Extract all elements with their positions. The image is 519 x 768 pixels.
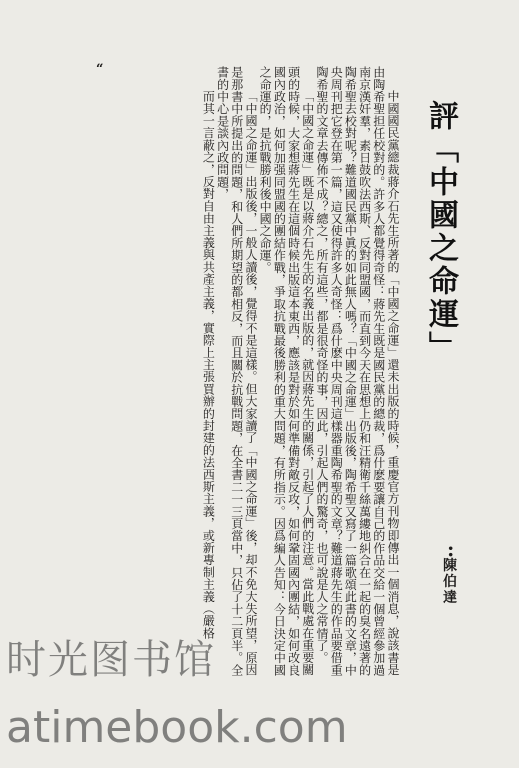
watermark-url: atimebook.com xyxy=(6,702,348,753)
paragraph: 中國國民黨總裁蔣介石先生所著的「中國之命運」還未出版的時候，重慶官方刊物即傳出一個消息，說該書是由陶希聖担任校對的。許多人都覺得奇怪：蔣先生既是國民黨的總裁，爲什麽要讓自己的作品交給一個曾經參加過南京漢奸羣，素日鼓吹法西斯、反對同盟國，而直到今天在思想上仍和汪精衛千絲萬縷地糾合在一起的臭名遠著的陶希聖去校對呢？難道國民黨中眞的如此無人嗎？「中國之命運」出版後，陶希聖又寫了一篇歌頌此書的文章，中央周刊把它登在第一篇，這又使得許多人奇怪：爲什麽中央周刊這樣器重陶希聖的文章？難道蔣先生的作品要借重陶希聖的文章去傳佈不成？總之，所有這些，都是很奇怪的事，因此，引起人們的驚奇，也可說是人之常情了。 xyxy=(314,66,400,676)
article-title: 評「中國之命運」 xyxy=(423,100,458,364)
paragraph: 「中國之命運」出版後，一般人讀後，覺得不是這樣。但大家讀了「中國之命運」後，却不免大失所望，原因是那書中所提出的問題，和人們所期望的都相反，而且關於抗戰問題，在全書二一三頁當中，只佔了十二頁半。全書的中心是談內政問題， xyxy=(215,66,258,676)
author-name: 陳伯達 xyxy=(441,557,457,606)
article-body xyxy=(70,66,400,686)
paragraph: 而其一言蔽之，反對自由主義與共產主義，實際上主張買辦的封建的法西斯主義，或新專制主義（嚴格 xyxy=(201,90,216,639)
paragraph: 「中國之命運」既是以蔣介石先生的名義出版的，就因蔣先生的關係，引起了人們的注意。當此戰處在重要關頭的時候，大家想蔣先生在這個時候出版這本東西，應該是對於如何準備對敵反攻，如何鞏固國內團結，如何改良國內政治，如何加强同盟國的團結作戰，爭取抗戰最後勝利的重大問題，有所指示。因爲編人告知：今日決定中國之命運的，是抗戰勝利後中國之命運。 xyxy=(258,66,315,676)
author-dots: •• xyxy=(444,545,455,558)
watermark-cn: 时光图书馆 xyxy=(6,637,216,683)
author-block xyxy=(440,545,458,606)
page-mark: “ xyxy=(96,62,104,77)
